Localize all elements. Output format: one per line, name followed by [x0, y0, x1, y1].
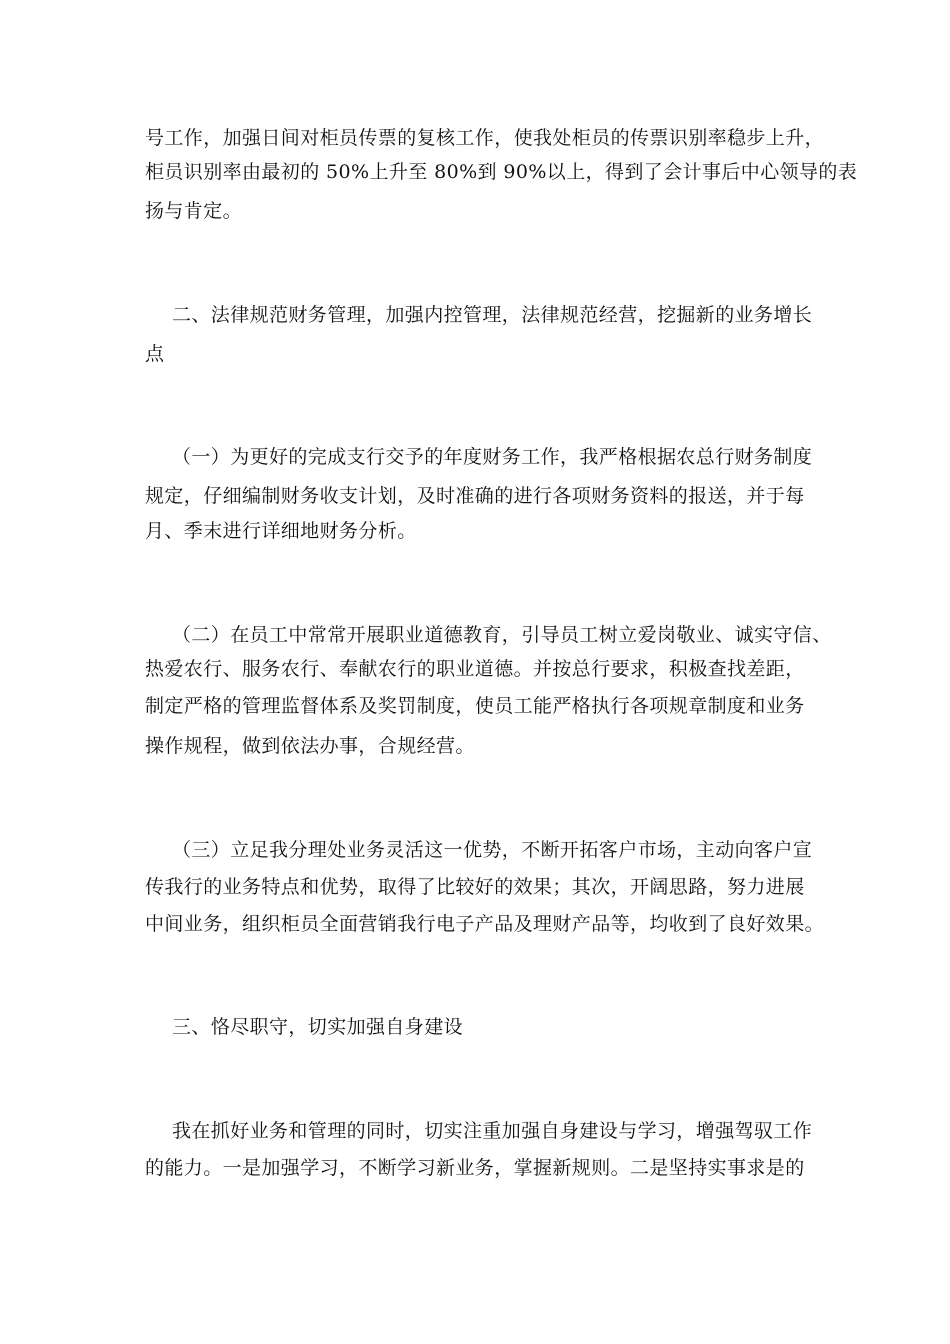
- text-line: 操作规程，做到依法办事，合规经营。: [145, 735, 475, 757]
- text-line: 规定，仔细编制财务收支计划，及时准确的进行各项财务资料的报送，并于每: [145, 485, 805, 507]
- text-line: 柜员识别率由最初的 50%上升至 80%到 90%以上，得到了会计事后中心领导的表: [145, 161, 858, 183]
- text-line: 中间业务，组织柜员全面营销我行电子产品及理财产品等，均收到了良好效果。: [145, 913, 825, 935]
- text-line: 月、季末进行详细地财务分析。: [145, 520, 417, 542]
- text-line: 我在抓好业务和管理的同时，切实注重加强自身建设与学习，增强驾驭工作: [172, 1120, 813, 1142]
- text-line: 传我行的业务特点和优势，取得了比较好的效果；其次，开阔思路，努力进展: [145, 876, 805, 898]
- heading-line: 点: [145, 343, 165, 365]
- text-line: （一）为更好的完成支行交予的年度财务工作，我严格根据农总行财务制度: [172, 446, 813, 468]
- heading-line: 二、法律规范财务管理，加强内控管理，法律规范经营，挖掘新的业务增长: [172, 304, 813, 326]
- text-line: 热爱农行、服务农行、奉献农行的职业道德。并按总行要求，积极查找差距，: [145, 658, 805, 680]
- heading-line: 三、恪尽职守，切实加强自身建设: [172, 1016, 464, 1038]
- text-line: （二）在员工中常常开展职业道德教育，引导员工树立爱岗敬业、诚实守信、: [172, 624, 832, 646]
- text-line: （三）立足我分理处业务灵活这一优势，不断开拓客户市场，主动向客户宣: [172, 839, 813, 861]
- text-line: 号工作，加强日间对柜员传票的复核工作，使我处柜员的传票识别率稳步上升，: [145, 127, 825, 149]
- text-line: 扬与肯定。: [145, 200, 243, 222]
- text-line: 制定严格的管理监督体系及奖罚制度，使员工能严格执行各项规章制度和业务: [145, 695, 805, 717]
- text-line: 的能力。一是加强学习，不断学习新业务，掌握新规则。二是坚持实事求是的: [145, 1157, 805, 1179]
